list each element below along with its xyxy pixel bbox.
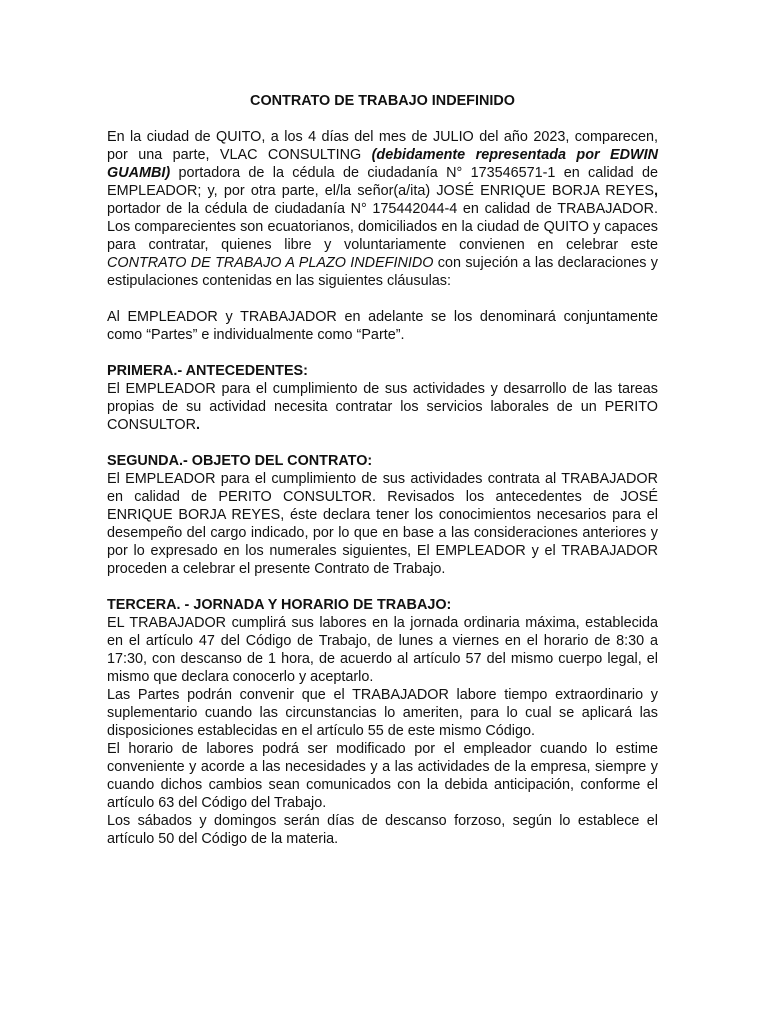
clause-paragraph: Las Partes podrán convenir que el TRABAJADOR labore tiempo extraordinario y suplementario cuando las circunstancias lo ameriten, para lo cual se aplicará las disposiciones establecidas en el artículo 55 de este mismo Código. (107, 687, 658, 739)
contract-body (107, 92, 658, 866)
contract-type-text: CONTRATO DE TRABAJO A PLAZO INDEFINIDO (107, 255, 434, 271)
parties-paragraph: Al EMPLEADOR y TRABAJADOR en adelante se los denominará conjuntamente como “Partes” e individualmente como “Parte”. (107, 309, 658, 343)
intro-text-2: portadora de la cédula de ciudadanía N° 173546571-1 en calidad de EMPLEADOR; y, por otra parte, el/la señor(a/ita) JOSÉ ENRIQUE BORJA REYES (107, 165, 658, 199)
clause-text (107, 380, 658, 434)
clause-primera (107, 362, 658, 434)
clause-heading: PRIMERA.- ANTECEDENTES: (107, 363, 308, 379)
intro-text-4: con sujeción a las declaraciones y estipulaciones contenidas en las siguientes cláusulas: (107, 255, 658, 289)
clause-paragraph: Los sábados y domingos serán días de descanso forzoso, según lo establece el artículo 50 del Código de la materia. (107, 813, 658, 847)
intro-comma: , (654, 183, 658, 199)
intro-text-1: En la ciudad de QUITO, a los 4 días del mes de JULIO del año 2023, comparecen, por una parte, VLAC CONSULTING (107, 129, 658, 163)
clause-text: El EMPLEADOR para el cumplimiento de sus actividades contrata al TRABAJADOR en calidad de PERITO CONSULTOR. Revisados los antecedentes de JOSÉ ENRIQUE BORJA REYES, éste declara tener los conocimientos necesarios para el desempeño del cargo indicado, por lo que en base a las consideraciones anteriores y por lo expresado en los numerales siguientes, El EMPLEADOR y el TRABAJADOR proceden a celebrar el presente Contrato de Trabajo. (107, 471, 658, 577)
clause-heading: SEGUNDA.- OBJETO DEL CONTRATO: (107, 453, 373, 469)
clause-paragraph: EL TRABAJADOR cumplirá sus labores en la jornada ordinaria máxima, establecida en el artículo 47 del Código de Trabajo, de lunes a viernes en el horario de 8:30 a 17:30, con descanso de 1 hora, de acuerdo al artículo 57 del mismo cuerpo legal, el mismo que declara conocerlo y aceptarlo. (107, 615, 658, 685)
clause-heading: TERCERA. - JORNADA Y HORARIO DE TRABAJO: (107, 597, 452, 613)
clause-text-period: . (196, 417, 201, 433)
clause-paragraph: El horario de labores podrá ser modificado por el empleador cuando lo estime conveniente y acorde a las necesidades y a las actividades de la empresa, siempre y cuando dichos cambios sean comunicados con la debida anticipación, conforme el artículo 63 del Código del Trabajo. (107, 741, 658, 811)
document-title: CONTRATO DE TRABAJO INDEFINIDO (250, 93, 515, 109)
representative-text: (debidamente representada por EDWIN GUAMBI) (107, 147, 658, 181)
intro-paragraph (107, 128, 658, 290)
clause-text-body: El EMPLEADOR para el cumplimiento de sus actividades y desarrollo de las tareas propias de su actividad necesita contratar los servicios laborales de un PERITO CONSULTOR (107, 381, 658, 433)
intro-text-3: portador de la cédula de ciudadanía N° 175442044-4 en calidad de TRABAJADOR. Los comparecientes son ecuatorianos, domiciliados en la ciudad de QUITO y capaces para contratar, quienes libre y voluntariamente convienen en celebrar este (107, 201, 658, 253)
clause-segunda (107, 452, 658, 578)
clause-tercera (107, 596, 658, 848)
